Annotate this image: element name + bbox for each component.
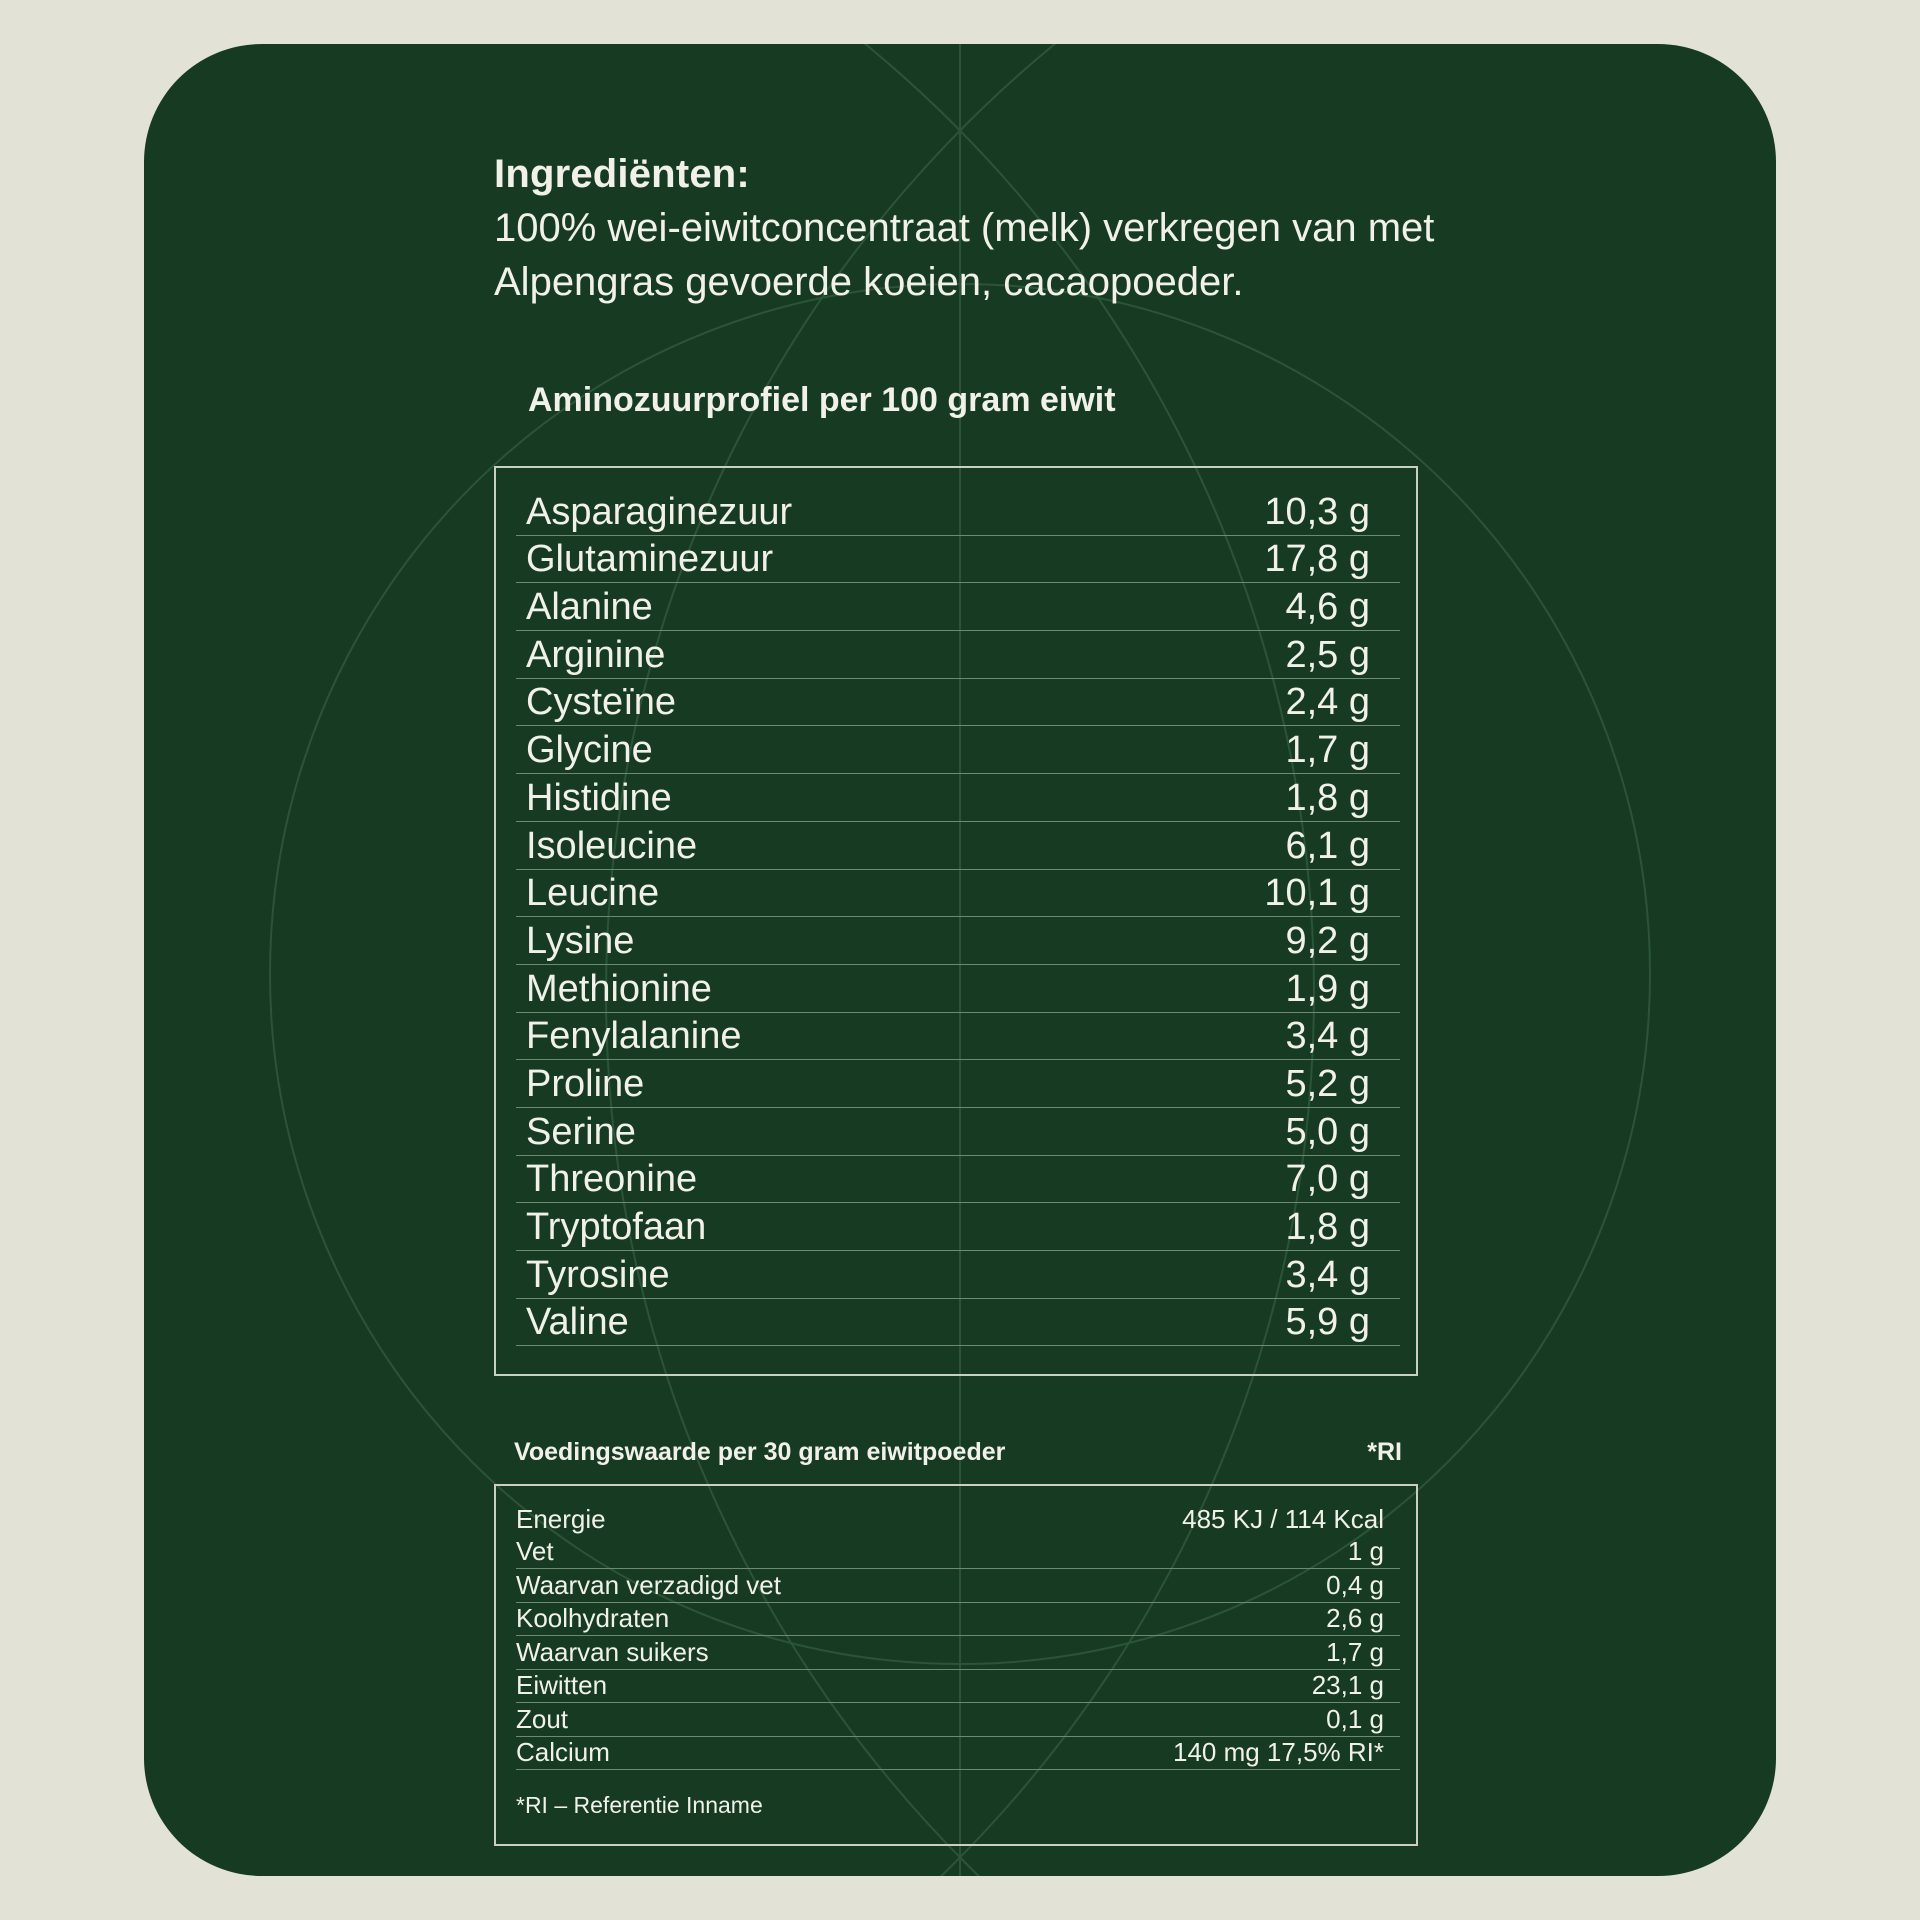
nutrition-value: 23,1 g: [1311, 1670, 1384, 1700]
nutrition-row: [516, 1536, 1400, 1570]
nutrition-value: 140 mg 17,5% RI*: [1172, 1737, 1384, 1767]
nutrition-name: Energie: [516, 1503, 606, 1534]
nutrition-row: [516, 1737, 1400, 1771]
amino-name: Tryptofaan: [526, 1206, 707, 1248]
nutrition-name: Zout: [516, 1703, 569, 1734]
nutrition-header: [514, 1438, 1402, 1467]
amino-value: 17,8 g: [1264, 538, 1370, 581]
amino-name: Isoleucine: [526, 824, 698, 867]
amino-row: [516, 583, 1400, 631]
amino-name: Fenylalanine: [526, 1015, 742, 1058]
amino-name: Methionine: [526, 967, 712, 1010]
amino-name: Valine: [526, 1301, 629, 1344]
amino-value: 7,0 g: [1285, 1158, 1370, 1201]
nutrition-row: [516, 1603, 1400, 1637]
amino-value: 3,4 g: [1285, 1015, 1370, 1058]
nutrition-row: [516, 1502, 1400, 1536]
amino-name: Proline: [526, 1062, 645, 1105]
amino-name: Arginine: [526, 633, 666, 676]
amino-row: [516, 1251, 1400, 1299]
amino-row: [516, 774, 1400, 822]
ri-label: *RI: [1367, 1438, 1402, 1466]
amino-row: [516, 488, 1400, 536]
nutrition-table: [494, 1484, 1418, 1846]
nutrition-value: 485 KJ / 114 Kcal: [1182, 1503, 1384, 1534]
amino-value: 5,9 g: [1285, 1301, 1370, 1344]
amino-value: 3,4 g: [1285, 1253, 1370, 1296]
nutrition-row: [516, 1636, 1400, 1670]
amino-row: [516, 1203, 1400, 1251]
nutrition-value: 1 g: [1347, 1536, 1384, 1566]
amino-row: [516, 1108, 1400, 1156]
nutrition-footnote: *RI – Referentie Inname: [516, 1792, 763, 1818]
ingredients-text: 100% wei-eiwitconcentraat (melk) verkregen van met Alpengras gevoerde koeien, cacaopoeder.: [494, 206, 1435, 304]
nutrition-value: 0,4 g: [1326, 1569, 1384, 1600]
amino-value: 1,7 g: [1285, 729, 1370, 772]
amino-row: [516, 726, 1400, 774]
nutrition-row: [516, 1670, 1400, 1704]
nutrition-row: [516, 1569, 1400, 1603]
amino-value: 5,0 g: [1285, 1110, 1370, 1153]
amino-value: 10,1 g: [1264, 872, 1370, 915]
amino-value: 5,2 g: [1285, 1062, 1370, 1105]
nutrition-list: [516, 1502, 1400, 1770]
amino-value: 6,1 g: [1285, 824, 1370, 867]
amino-value: 2,5 g: [1285, 633, 1370, 676]
amino-name: Lysine: [526, 919, 635, 962]
amino-row: [516, 631, 1400, 679]
nutrition-name: Waarvan suikers: [516, 1636, 709, 1667]
amino-list: [516, 488, 1400, 1346]
amino-title: Aminozuurprofiel per 100 gram eiwit: [528, 381, 1116, 419]
amino-value: 1,8 g: [1285, 776, 1370, 819]
amino-name: Glutaminezuur: [526, 538, 774, 581]
nutrition-name: Waarvan verzadigd vet: [516, 1569, 781, 1600]
amino-name: Glycine: [526, 729, 653, 772]
amino-name: Threonine: [526, 1158, 698, 1201]
amino-value: 9,2 g: [1285, 919, 1370, 962]
amino-row: [516, 1060, 1400, 1108]
nutrition-name: Koolhydraten: [516, 1603, 670, 1633]
amino-value: 2,4 g: [1285, 681, 1370, 724]
amino-row: [516, 965, 1400, 1013]
nutrition-value: 1,7 g: [1326, 1636, 1384, 1667]
amino-row: [516, 1013, 1400, 1061]
amino-row: [516, 870, 1400, 918]
amino-row: [516, 1156, 1400, 1204]
amino-name: Histidine: [526, 776, 672, 819]
amino-name: Tyrosine: [526, 1253, 670, 1296]
nutrition-value: 2,6 g: [1326, 1603, 1384, 1633]
amino-value: 10,3 g: [1264, 490, 1370, 533]
nutrition-name: Vet: [516, 1536, 554, 1566]
amino-row: [516, 536, 1400, 584]
nutrition-row: [516, 1703, 1400, 1737]
ingredients-title: Ingrediënten:: [494, 152, 750, 196]
content: [494, 108, 1574, 1818]
nutrition-panel: [144, 44, 1776, 1876]
amino-name: Alanine: [526, 586, 653, 629]
amino-name: Cysteïne: [526, 681, 676, 724]
amino-name: Serine: [526, 1110, 636, 1153]
nutrition-name: Calcium: [516, 1737, 610, 1767]
amino-table: [494, 466, 1418, 1376]
amino-row: [516, 679, 1400, 727]
amino-value: 1,8 g: [1285, 1206, 1370, 1248]
nutrition-name: Eiwitten: [516, 1670, 608, 1700]
nutrition-value: 0,1 g: [1326, 1703, 1384, 1734]
amino-row: [516, 822, 1400, 870]
amino-value: 1,9 g: [1285, 967, 1370, 1010]
amino-name: Leucine: [526, 872, 660, 915]
amino-name: Asparaginezuur: [526, 490, 793, 533]
nutrition-title: Voedingswaarde per 30 gram eiwitpoeder: [514, 1438, 1006, 1466]
amino-value: 4,6 g: [1285, 586, 1370, 629]
amino-row: [516, 1299, 1400, 1347]
amino-row: [516, 917, 1400, 965]
